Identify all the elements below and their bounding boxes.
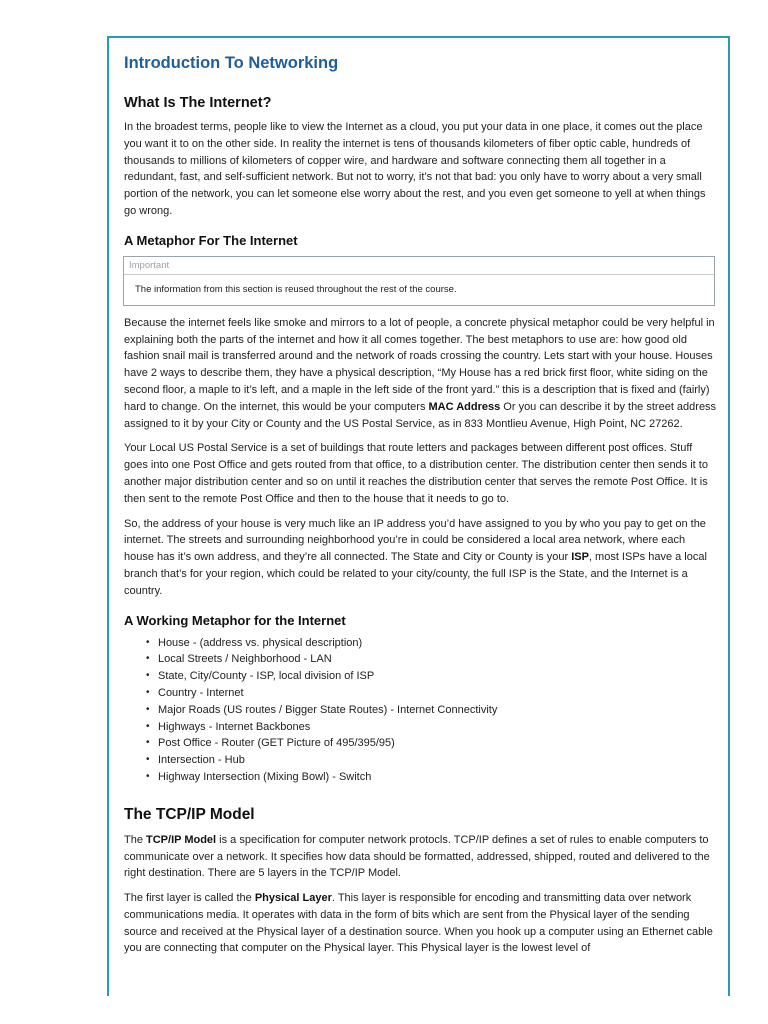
tcpip-p2-text-b: . This layer is responsible for encoding and transmitting data over network communications media. It operates with data in the form of bits which are sent from the Physical layer of the sending source and received at the Physical layer of a destination source. When you hook up a computer using an Ethernet cable you are connecting that computer on the Physical layer. This Physical layer is the lowest level of bbox=[124, 892, 713, 955]
list-item: • Country - Internet bbox=[158, 685, 718, 702]
section-heading-what-is-internet: What Is The Internet? bbox=[124, 95, 272, 111]
list-item: • Highways - Internet Backbones bbox=[158, 719, 718, 736]
metaphor-p3-text-a: So, the address of your house is very much like an IP address you’d have assigned to you by who you pay to get on the internet. The streets and surrounding neighborhood you’re in could be considered a local area network, where each house has it’s own address, and they’re all connected. The State and City or County is your bbox=[124, 517, 706, 564]
list-item: • Post Office - Router (GET Picture of 495/395/95) bbox=[158, 735, 718, 752]
tcpip-p1-text-b: is a specification for computer network protocls. TCP/IP defines a set of rules to enable computers to communicate over a network. It specifies how data should be formatted, addressed, shipped, routed and delivered to the right destination. There are 5 layers in the TCP/IP Model. bbox=[124, 833, 710, 880]
admonition-label: Important bbox=[124, 257, 714, 275]
tcpip-paragraph-2 bbox=[124, 890, 718, 957]
metaphor-paragraph-2: Your Local US Postal Service is a set of buildings that route letters and packages between different post offices. Stuff goes into one Post Office and gets routed from that office, to a distribution center. The distribution center then sends it to another major distribution center and so on until it reaches the distribution center that serves the remote Post Office. It is then sent to the remote Post Office and then to the house that it needs to go to. bbox=[124, 442, 708, 505]
metaphor-p1-text-b: Or you can describe it by the street address assigned to it by your City or County and the US Postal Service, as in 833 Montlieu Avenue, High Point, NC 27262. bbox=[124, 400, 717, 430]
tcpip-p2-text-a: The first layer is called the bbox=[124, 892, 255, 905]
section-heading-metaphor: A Metaphor For The Internet bbox=[124, 232, 298, 248]
metaphor-p3-text-b: , most ISPs have a local branch that’s for your region, which could be related to your city/county, the full ISP is the State, and the Internet is a country. bbox=[124, 551, 707, 597]
mac-address-term: MAC Address bbox=[428, 400, 501, 413]
metaphor-paragraph-3 bbox=[124, 516, 718, 600]
list-item: • Highway Intersection (Mixing Bowl) - Switch bbox=[158, 769, 718, 786]
section-heading-working-metaphor: A Working Metaphor for the Internet bbox=[124, 612, 346, 628]
tcpip-p1-text-a: The bbox=[124, 833, 147, 846]
important-admonition bbox=[123, 256, 715, 306]
metaphor-paragraph-1 bbox=[124, 315, 718, 433]
document-page bbox=[107, 36, 730, 996]
list-item: • House - (address vs. physical description) bbox=[158, 635, 718, 652]
isp-term: ISP bbox=[571, 551, 589, 564]
section-heading-tcpip: The TCP/IP Model bbox=[124, 805, 255, 823]
physical-layer-term: Physical Layer bbox=[254, 892, 332, 905]
list-item: • Local Streets / Neighborhood - LAN bbox=[158, 651, 718, 668]
tcpip-model-term: TCP/IP Model bbox=[146, 833, 217, 846]
list-item: • State, City/County - ISP, local division of ISP bbox=[158, 668, 718, 685]
list-item: • Intersection - Hub bbox=[158, 752, 718, 769]
page-title: Introduction To Networking bbox=[124, 54, 339, 72]
metaphor-p1-text-a: Because the internet feels like smoke and mirrors to a lot of people, a concrete physical metaphor could be very helpful in explaining both the parts of the internet and how it all comes together. The best metaphors to use are: how good old fashion snail mail is transferred around and the network of roads crossing the country. Lets start with your house. Houses have 2 ways to describe them, they have a physical description, “My House has a red brick first floor, white siding on the second floor, a maple to it’s left, and a maple in the left side of the front yard.” this is a description that is fixed and (fairly) hard to change. On the internet, this would be your computers bbox=[124, 316, 715, 413]
admonition-text: The information from this section is reused throughout the rest of the course. bbox=[135, 283, 457, 295]
internet-paragraph: In the broadest terms, people like to view the Internet as a cloud, you put your data in one place, it comes out the place you want it to on the other side. In reality the internet is tens of thousands kilometers of fiber optic cable, hundreds of thousands to millions of kilometers of copper wire, and hardware and software connecting them all together in a redundant, fast, and self-sufficient network. But not to worry, it’s not that bad: you only have to worry about a very small portion of the network, you can let someone else worry about the rest, and you even get someone to yell at when things go wrong. bbox=[124, 121, 706, 217]
list-item: • Major Roads (US routes / Bigger State Routes) - Internet Connectivity bbox=[158, 702, 718, 719]
working-metaphor-list bbox=[124, 635, 718, 786]
document-content bbox=[124, 38, 718, 957]
tcpip-paragraph-1 bbox=[124, 832, 718, 882]
